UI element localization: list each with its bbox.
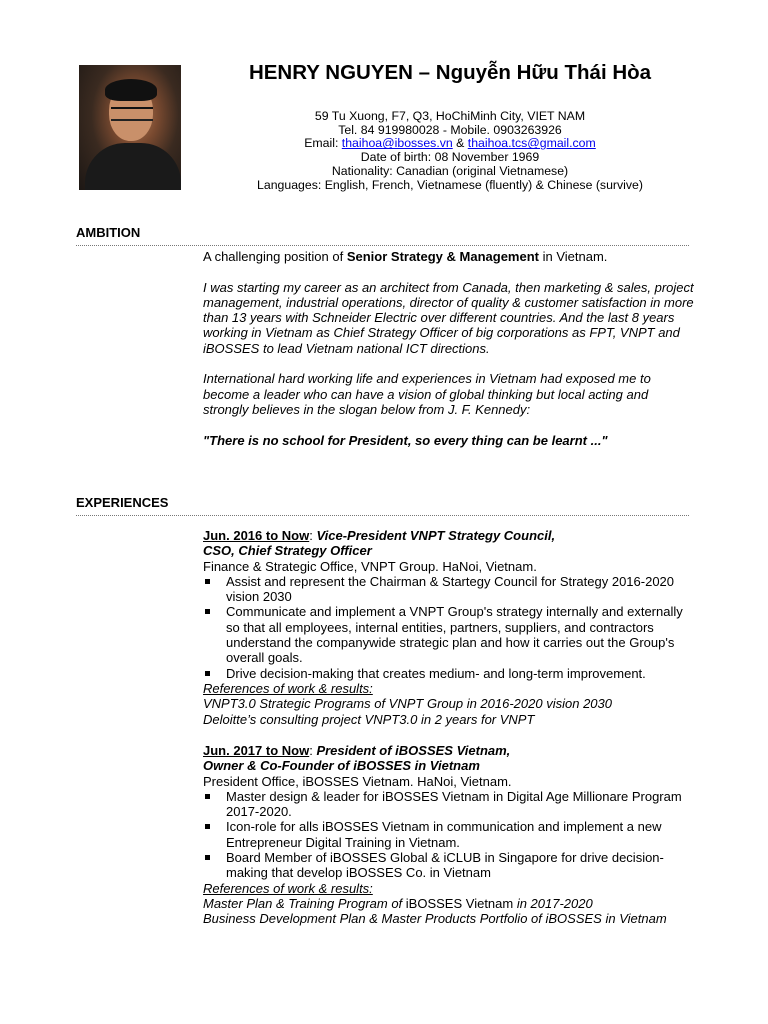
job-organization: Finance & Strategic Office, VNPT Group. HaNoi, Vietnam.: [203, 558, 537, 574]
languages: Languages: English, French, Vietnamese (fluently) & Chinese (survive): [257, 177, 643, 192]
job-bullet: Communicate and implement a VNPT Group's strategy internally and externally so that all employees, internal entities, partners, suppliers, and contractors understand the companywide strategic plan and how it carries out the Group's overall goals.: [203, 604, 695, 665]
reference-item: VNPT3.0 Strategic Programs of VNPT Group in 2016-2020 vision 2030: [203, 696, 612, 712]
experiences-divider: [76, 515, 689, 516]
ambition-intro-post: in Vietnam.: [538, 249, 608, 264]
job-role-line2: CSO, Chief Strategy Officer: [203, 543, 372, 559]
job-bullet: Icon-role for alls iBOSSES Vietnam in communication and implement a new Entrepreneur Digital Training in Vietnam.: [203, 819, 695, 850]
job-title-line: [203, 528, 695, 543]
ambition-intro-pre: A challenging position of: [203, 249, 347, 264]
ambition-paragraph-1: I was starting my career as an architect from Canada, then marketing & sales, project management, industrial operations, director of quality & customer satisfaction in more than 13 years with Schneider Electric over different countries. And the last 8 years working in Vietnam as Chief Strategy Officer of big corporations as FPT, VNPT and iBOSSES to lead Vietnam national ICT directions.: [203, 279, 694, 356]
email-link-primary[interactable]: thaihoa@ibosses.vn: [341, 136, 453, 151]
date-of-birth: Date of birth: 08 November 1969: [360, 150, 540, 165]
experiences-heading: EXPERIENCES: [76, 495, 169, 510]
references-label: References of work & results:: [203, 680, 373, 696]
references-label: References of work & results:: [203, 880, 373, 896]
job-bullet: Board Member of iBOSSES Global & iCLUB in Singapore for drive decision-making that develop iBOSSES Co. in Vietnam: [203, 850, 695, 881]
email-separator: &: [452, 136, 468, 151]
reference-part: iBOSSES Vietnam: [405, 895, 514, 911]
job-bullet: Assist and represent the Chairman & Startegy Council for Strategy 2016-2020 vision 2030: [203, 574, 695, 605]
job-date: Jun. 2016 to Now: [203, 528, 310, 543]
photo-shirt: [85, 143, 181, 190]
experience-entry: [203, 528, 695, 727]
contact-block: [195, 110, 705, 192]
job-organization: President Office, iBOSSES Vietnam. HaNoi, Vietnam.: [203, 773, 512, 789]
job-title-line: [203, 743, 695, 758]
ambition-quote: "There is no school for President, so every thing can be learnt ...": [203, 432, 608, 448]
job-bullet: Drive decision-making that creates medium- and long-term improvement.: [203, 666, 695, 681]
reference-part: Master Plan & Training Program of: [203, 895, 406, 911]
job-bullets: [203, 574, 695, 681]
job-colon: :: [309, 528, 317, 543]
job-bullets: [203, 789, 695, 881]
job-role-line2: Owner & Co-Founder of iBOSSES in Vietnam: [203, 758, 480, 774]
ambition-heading: AMBITION: [76, 225, 141, 240]
reference-item: Deloitte’s consulting project VNPT3.0 in 2 years for VNPT: [203, 711, 535, 727]
phone: Tel. 84 919980028 - Mobile. 0903263926: [338, 122, 562, 137]
ambition-intro-bold: Senior Strategy & Management: [346, 249, 539, 264]
job-role: Vice-President VNPT Strategy Council,: [316, 528, 556, 543]
experience-entry: [203, 743, 695, 927]
job-role: President of iBOSSES Vietnam,: [316, 743, 511, 758]
ambition-intro: [203, 249, 695, 264]
reference-item: Business Development Plan & Master Products Portfolio of iBOSSES in Vietnam: [203, 911, 667, 927]
candidate-name: HENRY NGUYEN – Nguyễn Hữu Thái Hòa: [248, 61, 652, 84]
email-label: Email:: [304, 136, 342, 151]
ambition-section: [203, 249, 695, 448]
email-link-secondary[interactable]: thaihoa.tcs@gmail.com: [467, 136, 596, 151]
photo-glasses: [111, 107, 153, 121]
address: 59 Tu Xuong, F7, Q3, HoChiMinh City, VIET NAM: [314, 109, 586, 123]
ambition-paragraph-2: International hard working life and experiences in Vietnam had exposed me to become a leader who can have a vision of global thinking but local acting and strongly believes in the slogan below from J. F. Kennedy:: [203, 371, 651, 417]
nationality: Nationality: Canadian (original Vietnamese): [331, 163, 569, 178]
reference-item: [203, 896, 695, 911]
resume-header: [195, 60, 705, 192]
reference-part: in 2017-2020: [513, 895, 593, 911]
job-date: Jun. 2017 to Now: [203, 743, 310, 758]
ambition-divider: [76, 245, 689, 246]
profile-photo: [79, 65, 181, 190]
photo-hair: [105, 79, 157, 101]
job-bullet: Master design & leader for iBOSSES Vietnam in Digital Age Millionare Program 2017-2020.: [203, 789, 695, 820]
email-line: [195, 137, 705, 151]
job-colon: :: [309, 743, 317, 758]
